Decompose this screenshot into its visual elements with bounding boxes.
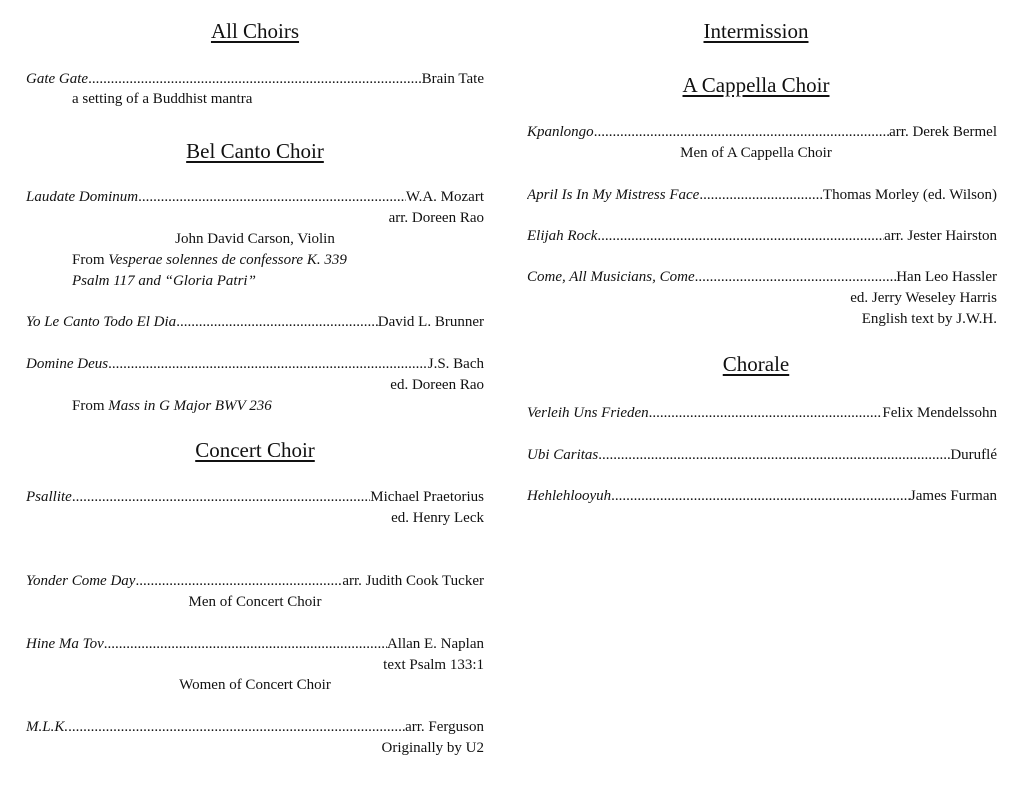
piece-title: Hine Ma Tov <box>26 636 104 652</box>
piece-title: Domine Deus <box>26 356 109 372</box>
piece-psallite <box>26 488 484 506</box>
piece-title: April Is In My Mistress Face <box>527 187 700 203</box>
piece-composer: J.S. Bach <box>427 356 484 372</box>
dot-leader <box>68 718 405 736</box>
dot-leader <box>597 227 884 245</box>
source-work: Vesperae solennes de confessore K. 339 <box>108 252 347 268</box>
piece-editor: ed. Doreen Rao <box>390 377 484 393</box>
source-prefix: From <box>72 252 109 268</box>
dot-leader <box>594 123 889 141</box>
piece-composer: Felix Mendelssohn <box>882 405 997 421</box>
piece-hine-ma-tov <box>26 635 484 653</box>
dot-leader <box>88 70 422 88</box>
piece-text-source: Psalm 117 and “Gloria Patri” <box>72 273 256 289</box>
piece-title: Kpanlongo <box>527 124 594 140</box>
dot-leader <box>611 487 910 505</box>
piece-composer: Brain Tate <box>421 71 484 87</box>
piece-domine-deus <box>26 355 484 373</box>
heading-chorale: Chorale <box>722 352 790 376</box>
heading-concert-choir: Concert Choir <box>195 438 315 462</box>
piece-composer: arr. Derek Bermel <box>889 124 997 140</box>
piece-composer: arr. Judith Cook Tucker <box>342 573 484 589</box>
piece-composer: arr. Ferguson <box>405 719 484 735</box>
piece-title: Psallite <box>26 489 72 505</box>
piece-composer: arr. Jester Hairston <box>884 228 997 244</box>
piece-arranger: arr. Doreen Rao <box>388 210 484 226</box>
piece-title: M.L.K. <box>26 719 69 735</box>
piece-yo-le-canto <box>26 313 484 331</box>
heading-intermission: Intermission <box>703 19 809 43</box>
piece-title: Gate Gate <box>26 71 89 87</box>
piece-kpanlongo <box>527 123 997 141</box>
dot-leader <box>695 268 897 286</box>
heading-a-cappella-choir: A Cappella Choir <box>682 73 830 97</box>
piece-title: Elijah Rock <box>527 228 598 244</box>
piece-note: a setting of a Buddhist mantra <box>72 91 253 107</box>
dot-leader <box>108 355 428 373</box>
piece-title: Verleih Uns Frieden <box>527 405 649 421</box>
piece-hehlehlooyuh <box>527 487 997 505</box>
piece-composer: James Furman <box>909 488 997 504</box>
piece-april <box>527 186 997 204</box>
piece-title: Ubi Caritas <box>527 447 599 463</box>
heading-bel-canto-choir: Bel Canto Choir <box>186 139 324 163</box>
dot-leader <box>72 488 370 506</box>
piece-title: Laudate Dominum <box>26 189 139 205</box>
piece-source <box>72 251 347 269</box>
dot-leader <box>649 404 883 422</box>
piece-editor: ed. Henry Leck <box>391 510 484 526</box>
piece-title: Yonder Come Day <box>26 573 136 589</box>
piece-note: Men of A Cappella Choir <box>680 145 832 161</box>
piece-composer: W.A. Mozart <box>405 189 484 205</box>
piece-text-source: text Psalm 133:1 <box>383 657 484 673</box>
piece-verleih <box>527 404 997 422</box>
piece-title: Come, All Musicians, Come <box>527 269 695 285</box>
piece-ubi-caritas <box>527 446 997 464</box>
dot-leader <box>104 635 387 653</box>
piece-title: Yo Le Canto Todo El Dia <box>26 314 177 330</box>
piece-source <box>72 397 272 415</box>
piece-composer: Allan E. Naplan <box>386 636 484 652</box>
piece-title: Hehlehlooyuh <box>527 488 612 504</box>
source-work: Mass in G Major BWV 236 <box>108 398 272 414</box>
piece-composer: Michael Praetorius <box>370 489 484 505</box>
piece-mlk <box>26 718 484 736</box>
piece-gate-gate <box>26 70 484 88</box>
piece-soloist: John David Carson, Violin <box>175 231 335 247</box>
piece-composer: Duruflé <box>950 447 997 463</box>
right-program-page <box>527 0 1024 791</box>
piece-composer: Thomas Morley (ed. Wilson) <box>822 187 997 203</box>
piece-elijah-rock <box>527 227 997 245</box>
piece-editor: ed. Jerry Weseley Harris <box>850 290 997 306</box>
piece-note: Women of Concert Choir <box>179 677 331 693</box>
piece-yonder-come-day <box>26 572 484 590</box>
dot-leader <box>135 572 342 590</box>
piece-composer: Han Leo Hassler <box>896 269 997 285</box>
piece-text-source: English text by J.W.H. <box>861 311 997 327</box>
piece-composer: David L. Brunner <box>377 314 484 330</box>
dot-leader <box>699 186 823 204</box>
piece-note: Men of Concert Choir <box>188 594 322 610</box>
piece-laudate-dominum <box>26 188 484 206</box>
heading-all-choirs: All Choirs <box>210 19 300 43</box>
dot-leader <box>138 188 406 206</box>
piece-note: Originally by U2 <box>381 740 484 756</box>
piece-come-all-musicians <box>527 268 997 286</box>
dot-leader <box>598 446 950 464</box>
source-prefix: From <box>72 398 109 414</box>
dot-leader <box>176 313 378 331</box>
